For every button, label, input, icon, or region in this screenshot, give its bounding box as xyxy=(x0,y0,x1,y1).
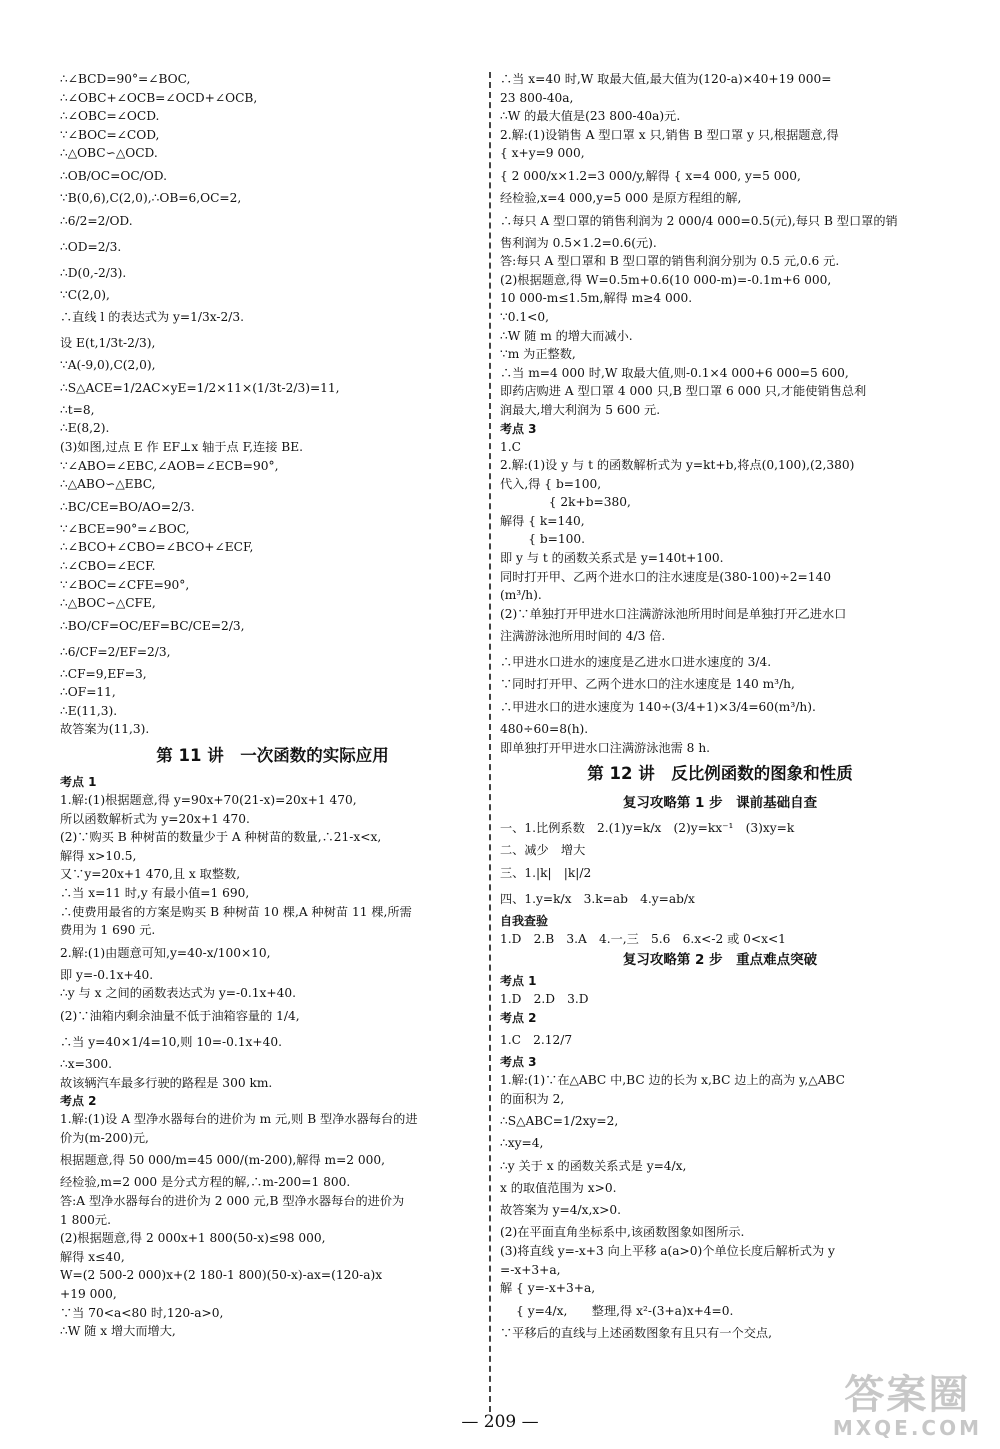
text-line: x 的取值范围为 x>0. xyxy=(500,1180,617,1195)
text-line: 1.D 2.B 3.A 4.一,三 5.6 6.x<-2 或 0<x<1 xyxy=(500,931,786,946)
text-line: (2)根据题意,得 2 000x+1 800(50-x)≤98 000, xyxy=(60,1231,326,1246)
text-line: 即单独打开甲进水口注满游泳池需 8 h. xyxy=(500,740,711,755)
right-column xyxy=(500,70,940,1342)
text-line: ∴△OBC∽△OCD. xyxy=(60,146,158,161)
text-line: 480÷60=8(h). xyxy=(500,722,589,737)
formula-line: 根据题意,得 50 000/m=45 000/(m-200),解得 m=2 000, xyxy=(60,1153,386,1168)
text-line: ∵∠BCE=90°=∠BOC, xyxy=(60,521,190,536)
text-line: 费用为 1 690 元. xyxy=(60,923,156,938)
text-line: 故该辆汽车最多行驶的路程是 300 km. xyxy=(60,1075,273,1090)
formula-line: ∴每只 A 型口罩的销售利润为 2 000/4 000=0.5(元),每只 B 型口罩的销 xyxy=(500,213,898,228)
text-line: 故答案为(11,3). xyxy=(60,722,150,737)
formula-line: 故答案为 y=4/x,x>0. xyxy=(500,1203,622,1218)
text-line: 解 { y=-x+3+a, xyxy=(500,1281,596,1296)
text-line: { x+y=9 000, xyxy=(500,146,585,161)
text-line: ∵B(0,6),C(2,0),∴OB=6,OC=2, xyxy=(60,190,242,205)
text-line: 价为(m-200)元, xyxy=(60,1130,149,1145)
text-line: ∵∠ABO=∠EBC,∠AOB=∠ECB=90°, xyxy=(60,458,279,473)
formula-line: ∴直线 l 的表达式为 y=1/3x-2/3. xyxy=(60,310,244,325)
formula-line: ∴BO/CF=OC/EF=BC/CE=2/3, xyxy=(60,618,245,633)
text-line: 的面积为 2, xyxy=(500,1091,565,1106)
text-line: ∴E(11,3). xyxy=(60,703,118,718)
text-line: ∴∠BCO+∠CBO=∠BCO+∠ECF, xyxy=(60,540,254,555)
formula-line: ∴D(0,-2/3). xyxy=(60,265,127,280)
text-line: ∴E(8,2). xyxy=(60,421,110,436)
text-line: ∴xy=4, xyxy=(500,1136,544,1151)
chapter-heading: 第 11 讲 一次函数的实际应用 xyxy=(156,746,389,766)
text-line: ∴∠BCD=90°=∠BOC, xyxy=(60,72,191,86)
text-line: (m³/h). xyxy=(500,588,542,603)
formula-line: 注满游泳池所用时间的 4/3 倍. xyxy=(500,629,666,644)
text-line: 答:A 型净水器每台的进价为 2 000 元,B 型净水器每台的进价为 xyxy=(60,1193,405,1208)
topic-label: 考点 2 xyxy=(60,1094,97,1109)
text-line: ∴△ABO∽△EBC, xyxy=(60,477,156,492)
formula-line: ∴6/2=2/OD. xyxy=(60,213,133,228)
text-line: ∴y 与 x 之间的函数表达式为 y=-0.1x+40. xyxy=(60,986,296,1001)
formula-line: ∴甲进水口的进水速度为 140÷(3/4+1)×3/4=60(m³/h). xyxy=(500,700,816,715)
text-line: 1.解:(1)根据题意,得 y=90x+70(21-x)=20x+1 470, xyxy=(60,793,357,808)
left-column xyxy=(60,70,485,1341)
text-line: 所以函数解析式为 y=20x+1 470. xyxy=(60,811,250,826)
text-line: ∵同时打开甲、乙两个进水口的注水速度是 140 m³/h, xyxy=(500,677,795,692)
formula-line: (2)∵油箱内剩余油量不低于油箱容量的 1/4, xyxy=(60,1009,300,1023)
text-line: ∴W 随 m 的增大而减小. xyxy=(500,328,633,343)
formula-line: 一、1.比例系数 2.(1)y=k/x (2)y=kx⁻¹ (3)xy=k xyxy=(500,821,795,836)
text-line: (2)∵单独打开甲进水口注满游泳池所用时间是单独打开乙进水口 xyxy=(500,606,847,621)
text-line: ∴t=8, xyxy=(60,402,95,417)
formula-line: ∴OB/OC=OC/OD. xyxy=(60,168,167,183)
topic-label: 考点 1 xyxy=(500,974,537,989)
text-line: ∵∠BOC=∠COD, xyxy=(60,127,160,142)
formula-line: ∴6/CF=2/EF=2/3, xyxy=(60,644,171,659)
text-line: ∵C(2,0), xyxy=(60,287,110,302)
text-line: 1.C xyxy=(500,439,521,454)
text-line: 2.解:(1)设销售 A 型口罩 x 只,销售 B 型口罩 y 只,根据题意,得 xyxy=(500,127,839,142)
text-line: 1.解:(1)∵在△ABC 中,BC 边的长为 x,BC 边上的高为 y,△ABC xyxy=(500,1073,845,1087)
text-line: 即药店购进 A 型口罩 4 000 只,B 型口罩 6 000 只,才能使销售总利 xyxy=(500,384,867,399)
text-line: ∵∠BOC=∠CFE=90°, xyxy=(60,577,190,592)
formula-line: ∴甲进水口进水的速度是乙进水口进水速度的 3/4. xyxy=(500,655,772,670)
text-line: 10 000-m≤1.5m,解得 m≥4 000. xyxy=(500,291,693,306)
formula-line: ∴S△ACE=1/2AC×yE=1/2×11×(1/3t-2/3)=11, xyxy=(60,380,340,395)
text-line: (3)如图,过点 E 作 EF⊥x 轴于点 F,连接 BE. xyxy=(60,439,303,454)
formula-line: ∴当 y=40×1/4=10,则 10=-0.1x+40. xyxy=(60,1035,283,1049)
formula-line: ∴S△ABC=1/2xy=2, xyxy=(500,1114,619,1129)
text-line: ∵平移后的直线与上述函数图象有且只有一个交点, xyxy=(500,1325,772,1340)
text-line: ∴CF=9,EF=3, xyxy=(60,666,147,681)
text-line: (2)根据题意,得 W=0.5m+0.6(10 000-m)=-0.1m+6 000, xyxy=(500,272,832,287)
text-line: (2)在平面直角坐标系中,该函数图象如图所示. xyxy=(500,1225,745,1240)
topic-label: 考点 3 xyxy=(500,1055,537,1069)
text-line: 即 y 与 t 的函数关系式是 y=140t+100. xyxy=(500,551,724,566)
text-line: =-x+3+a, xyxy=(500,1262,561,1277)
formula-line: 1.C 2.12/7 xyxy=(500,1033,573,1047)
watermark-site-text: MXQE.COM xyxy=(832,1416,982,1440)
chapter-heading: 第 12 讲 反比例函数的图象和性质 xyxy=(587,764,853,784)
formula-line: ∴y 关于 x 的函数关系式是 y=4/x, xyxy=(500,1158,687,1173)
formula-line: 三、1.|k| |k|/2 xyxy=(500,865,592,880)
watermark-main-text: 答案圈 xyxy=(844,1372,971,1418)
text-line: ∴△BOC∽△CFE, xyxy=(60,596,156,611)
column-divider xyxy=(489,72,491,1412)
topic-label: 考点 3 xyxy=(500,421,537,436)
text-line: { b=100. xyxy=(500,532,586,547)
formula-line: ∴BC/CE=BO/AO=2/3. xyxy=(60,499,195,514)
text-line: +19 000, xyxy=(60,1286,117,1301)
text-line: { 2k+b=380, xyxy=(500,495,631,510)
text-line: ∵0.1<0, xyxy=(500,309,549,324)
text-line: 经检验,m=2 000 是分式方程的解,∴m-200=1 800. xyxy=(60,1175,351,1190)
text-line: 2.解:(1)设 y 与 t 的函数解析式为 y=kt+b,将点(0,100),(2,380) xyxy=(500,458,855,473)
text-line: 1.D 2.D 3.D xyxy=(500,992,589,1007)
text-line: W=(2 500-2 000)x+(2 180-1 800)(50-x)-ax=(120-a)x xyxy=(60,1268,383,1283)
formula-line: 2.解:(1)由题意可知,y=40-x/100×10, xyxy=(60,945,271,960)
text-line: 经检验,x=4 000,y=5 000 是原方程组的解, xyxy=(500,190,742,205)
text-line: 1 800元. xyxy=(60,1212,111,1227)
formula-line: 设 E(t,1/3t-2/3), xyxy=(60,336,156,351)
formula-line: ∴OD=2/3. xyxy=(60,239,122,254)
text-line: ∴当 m=4 000 时,W 取最大值,则-0.1×4 000+6 000=5 600, xyxy=(500,365,849,380)
text-line: ∴W 的最大值是(23 800-40a)元. xyxy=(500,109,681,124)
text-line: ∴W 随 x 增大而增大, xyxy=(60,1324,176,1339)
text-line: 1.解:(1)设 A 型净水器每台的进价为 m 元,则 B 型净水器每台的进 xyxy=(60,1112,418,1127)
formula-line: 四、1.y=k/x 3.k=ab 4.y=ab/x xyxy=(500,891,695,906)
topic-label: 考点 1 xyxy=(60,775,97,790)
text-line: ∴当 x=11 时,y 有最小值=1 690, xyxy=(60,886,250,901)
topic-label: 考点 2 xyxy=(500,1011,537,1025)
text-line: (2)∵购买 B 种树苗的数量少于 A 种树苗的数量,∴21-x<x, xyxy=(60,830,382,845)
text-line: ∴使费用最省的方案是购买 B 种树苗 10 棵,A 种树苗 11 棵,所需 xyxy=(60,904,412,919)
text-line: ∴当 x=40 时,W 取最大值,最大值为(120-a)×40+19 000= xyxy=(500,72,832,86)
text-line: ∴OF=11, xyxy=(60,685,116,700)
text-line: ∵当 70<a<80 时,120-a>0, xyxy=(60,1305,224,1320)
text-line: 代入,得 { b=100, xyxy=(500,476,602,491)
text-line: 售利润为 0.5×1.2=0.6(元). xyxy=(500,235,657,250)
text-line: 二、减少 增大 xyxy=(500,843,586,858)
watermark-logo xyxy=(833,1373,982,1439)
section-heading: 复习攻略第 2 步 重点难点突破 xyxy=(622,952,818,969)
text-line: ∴∠OBC=∠OCD. xyxy=(60,109,160,124)
text-line: 解得 { k=140, xyxy=(500,513,585,528)
text-line: 同时打开甲、乙两个进水口的注水速度是(380-100)÷2=140 xyxy=(500,569,831,584)
text-line: 解得 x≤40, xyxy=(60,1249,125,1264)
text-line: ∵A(-9,0),C(2,0), xyxy=(60,358,156,373)
page-number: — 209 — xyxy=(461,1412,539,1432)
text-line: ∵m 为正整数, xyxy=(500,347,576,362)
text-line: 23 800-40a, xyxy=(500,90,574,105)
text-line: ∴x=300. xyxy=(60,1057,112,1071)
section-heading: 复习攻略第 1 步 课前基础自查 xyxy=(622,795,818,812)
text-line: 解得 x>10.5, xyxy=(60,848,137,863)
text-line: ∴∠OBC+∠OCB=∠OCD+∠OCB, xyxy=(60,90,258,105)
text-line: (3)将直线 y=-x+3 向上平移 a(a>0)个单位长度后解析式为 y xyxy=(500,1243,835,1258)
text-line: 答:每只 A 型口罩和 B 型口罩的销售利润分别为 0.5 元,0.6 元. xyxy=(500,254,840,269)
text-line: 即 y=-0.1x+40. xyxy=(60,967,154,982)
formula-line: { 2 000/x×1.2=3 000/y,解得 { x=4 000, y=5 000, xyxy=(500,168,801,183)
text-line: 润最大,增大利润为 5 600 元. xyxy=(500,402,661,417)
text-line: ∴∠CBO=∠ECF. xyxy=(60,558,156,573)
topic-label: 自我查验 xyxy=(500,913,549,928)
text-line: 又∵y=20x+1 470,且 x 取整数, xyxy=(60,867,241,882)
formula-line: { y=4/x, 整理,得 x²-(3+a)x+4=0. xyxy=(500,1303,734,1318)
